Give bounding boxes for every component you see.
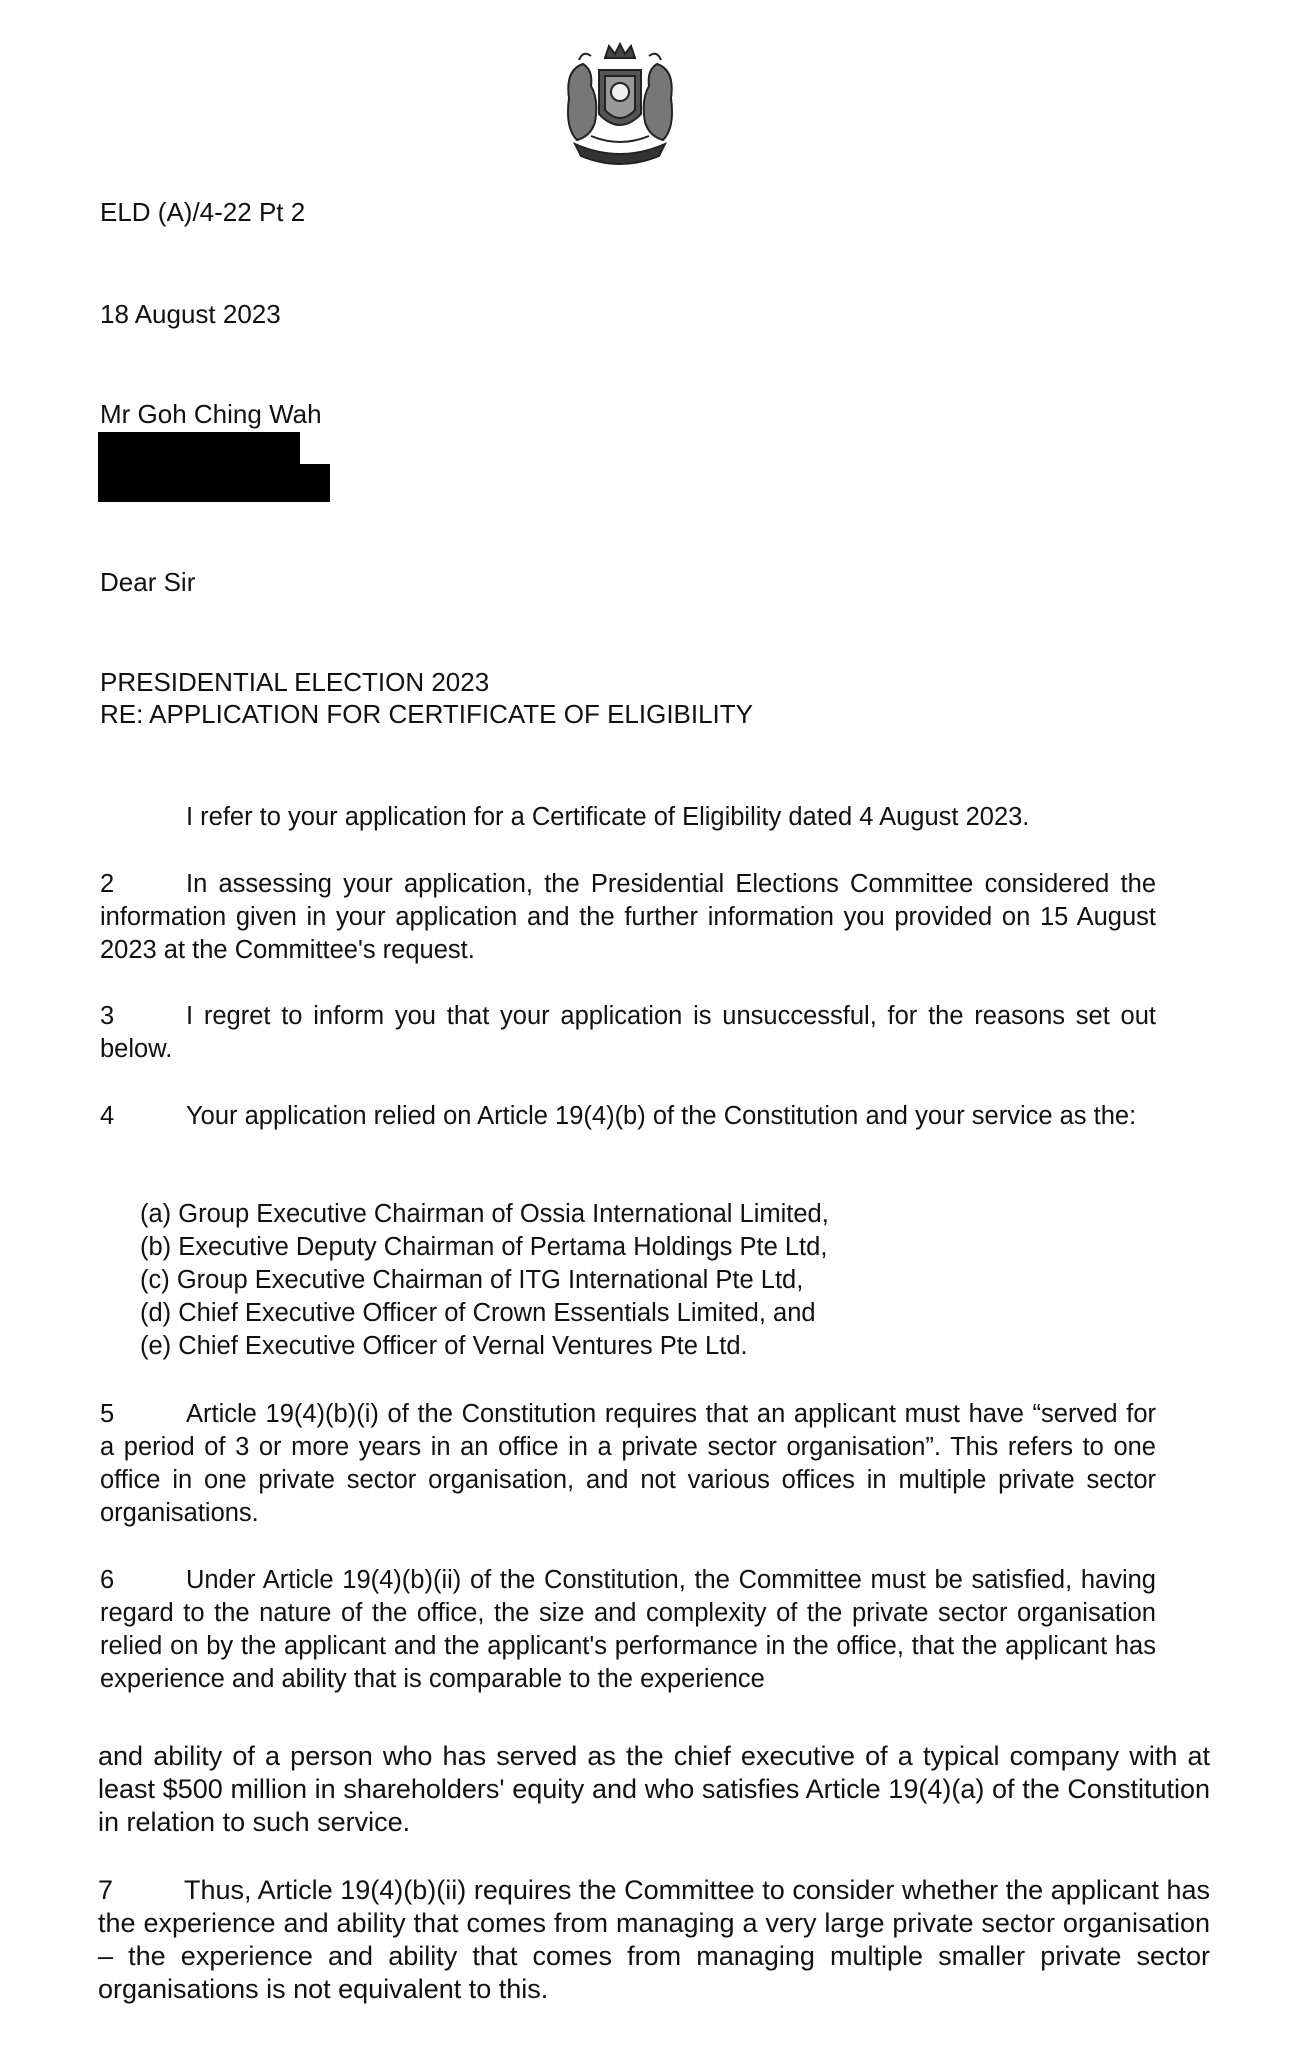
paragraph-1: I refer to your application for a Certificate of Eligibility dated 4 August 2023. bbox=[186, 803, 1030, 831]
reference-number: ELD (A)/4-22 Pt 2 bbox=[100, 197, 306, 227]
paragraph-6 bbox=[100, 1564, 1156, 1696]
paragraph-text: In assessing your application, the Presidential Elections Committee considered the information given in your application and the further information you provided on 15 August 2023 at the Committee's request. bbox=[100, 870, 1156, 964]
paragraph-number: 7 bbox=[98, 1875, 114, 1905]
state-crest-emblem bbox=[555, 40, 685, 172]
office-list bbox=[140, 1198, 829, 1363]
redacted-address-block bbox=[98, 432, 330, 502]
paragraph-number: 3 bbox=[100, 1002, 115, 1030]
paragraph-text: Your application relied on Article 19(4)(b) of the Constitution and your service as the: bbox=[186, 1102, 1137, 1130]
paragraph-4 bbox=[100, 1100, 1156, 1133]
paragraph-number: 4 bbox=[100, 1102, 115, 1130]
paragraph-number: 2 bbox=[100, 870, 115, 898]
recipient-name: Mr Goh Ching Wah bbox=[100, 399, 322, 429]
letter-date: 18 August 2023 bbox=[100, 299, 281, 329]
paragraph-text: Under Article 19(4)(b)(ii) of the Constitution, the Committee must be satisfied, having regard to the nature of the office, the size and complexity of the private sector organisation relied on by the applicant and the applicant's performance in the office, that the applicant has experience and ability that is comparable to the experience bbox=[100, 1566, 1156, 1693]
paragraph-5 bbox=[100, 1398, 1156, 1530]
subject-line-2: RE: APPLICATION FOR CERTIFICATE OF ELIGIBILITY bbox=[100, 699, 754, 729]
paragraph-7 bbox=[98, 1874, 1210, 2006]
paragraph-text: Article 19(4)(b)(i) of the Constitution requires that an applicant must have “served for a period of 3 or more years in an office in a private sector organisation”. This refers to one office in one private sector organisation, and not various offices in multiple private sector organisations. bbox=[100, 1400, 1156, 1527]
subject-line-1: PRESIDENTIAL ELECTION 2023 bbox=[100, 667, 490, 697]
paragraph-3 bbox=[100, 1000, 1156, 1066]
paragraph-6-continuation: and ability of a person who has served as the chief executive of a typical company with at least $500 million in shareholders' equity and who satisfies Article 19(4)(a) of the Constitution in relation to such service. bbox=[98, 1741, 1210, 1837]
paragraph-number: 5 bbox=[100, 1400, 115, 1428]
salutation: Dear Sir bbox=[100, 567, 196, 597]
list-item: (a) Group Executive Chairman of Ossia International Limited, bbox=[140, 1200, 829, 1228]
paragraph-2 bbox=[100, 868, 1156, 967]
paragraph-number: 6 bbox=[100, 1566, 115, 1594]
paragraph-text: Thus, Article 19(4)(b)(ii) requires the Committee to consider whether the applicant has the experience and ability that comes from managing a very large private sector organisation – the experience and ability that comes from managing multiple smaller private sector organisations is not equivalent to this. bbox=[98, 1875, 1210, 2004]
paragraph-text: I regret to inform you that your application is unsuccessful, for the reasons set out below. bbox=[100, 1002, 1156, 1063]
crest-icon bbox=[555, 40, 685, 172]
list-item: (e) Chief Executive Officer of Vernal Ventures Pte Ltd. bbox=[140, 1332, 748, 1360]
list-item: (d) Chief Executive Officer of Crown Essentials Limited, and bbox=[140, 1299, 816, 1327]
list-item: (b) Executive Deputy Chairman of Pertama Holdings Pte Ltd, bbox=[140, 1233, 828, 1261]
list-item: (c) Group Executive Chairman of ITG International Pte Ltd, bbox=[140, 1266, 804, 1294]
